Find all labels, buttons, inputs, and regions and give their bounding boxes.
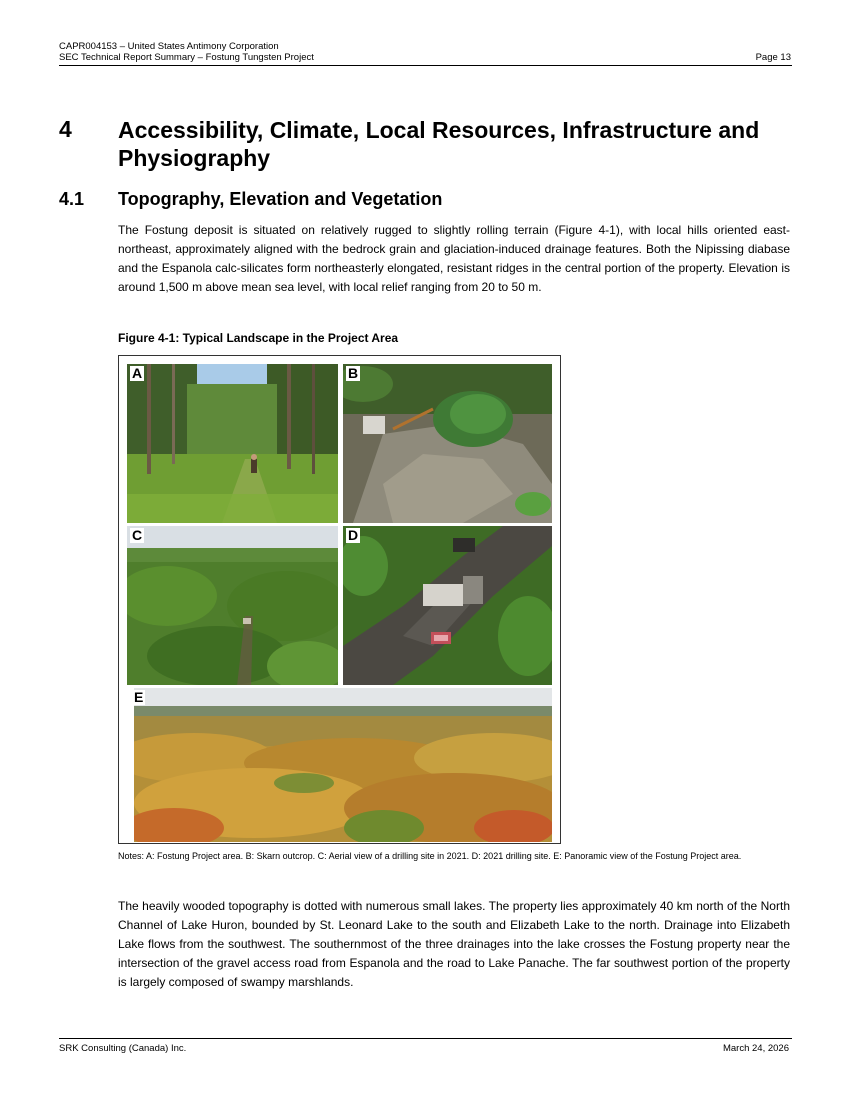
photo-c-aerial-drill-site bbox=[127, 526, 338, 685]
footer-date: March 24, 2026 bbox=[722, 1043, 789, 1054]
figure-4-1 bbox=[118, 355, 561, 844]
photo-d-drilling-site bbox=[343, 526, 552, 685]
header-divider bbox=[59, 65, 792, 66]
panel-label-c: C bbox=[132, 527, 143, 543]
figure-caption: Figure 4-1: Typical Landscape in the Project Area bbox=[118, 331, 399, 345]
panel-label-d: D bbox=[348, 527, 359, 543]
subsection-number: 4.1 bbox=[59, 189, 85, 209]
photo-b-skarn-outcrop bbox=[343, 364, 552, 523]
figure-notes: Notes: A: Fostung Project area. B: Skarn outcrop. C: Aerial view of a drilling site in 2021. D: 2021 drilling site. E: Panoramic view of the Fostung Project area. bbox=[118, 851, 742, 861]
body-paragraph-1: The Fostung deposit is situated on relatively rugged to slightly rolling terrain (Figure 4-1), with local hills oriented east-northeast, approximately aligned with the bedrock grain and glaciation-induced drainage features. Both the Nipissing diabase and the Espanola calc-silicates form northeasterly elongated, resistant ridges in the central portion of the property. Elevation is around 1,500 m above mean sea level, with local relief ranging from 20 to 50 m. bbox=[118, 223, 790, 294]
header-company: CAPR004153 – United States Antimony Corporation bbox=[59, 41, 279, 52]
footer-company: SRK Consulting (Canada) Inc. bbox=[59, 1043, 187, 1054]
section-number: 4 bbox=[59, 116, 72, 142]
panel-label-a: A bbox=[132, 365, 143, 381]
header-report-title: SEC Technical Report Summary – Fostung Tungsten Project bbox=[59, 52, 314, 63]
panel-label-b: B bbox=[348, 365, 359, 381]
photo-a-forest-trail bbox=[127, 364, 338, 523]
panel-label-e: E bbox=[134, 689, 144, 705]
body-paragraph-2: The heavily wooded topography is dotted with numerous small lakes. The property lies approximately 40 km north of the North Channel of Lake Huron, bounded by St. Leonard Lake to the south and Elizabeth Lake to the north. Drainage into Elizabeth Lake flows from the southwest. The southernmost of the three drainages into the lake crosses the Fostung property near the intersection of the gravel access road from Espanola and the road to Lake Panache. The far southwest portion of the property is largely composed of swampy marshlands. bbox=[118, 899, 790, 989]
subsection-title: Topography, Elevation and Vegetation bbox=[118, 189, 443, 209]
footer-divider bbox=[59, 1038, 792, 1039]
section-title: Accessibility, Climate, Local Resources, Infrastructure and Physiography bbox=[118, 117, 760, 171]
page-number: Page 13 bbox=[755, 52, 791, 63]
photo-e-panoramic-view bbox=[134, 688, 552, 842]
